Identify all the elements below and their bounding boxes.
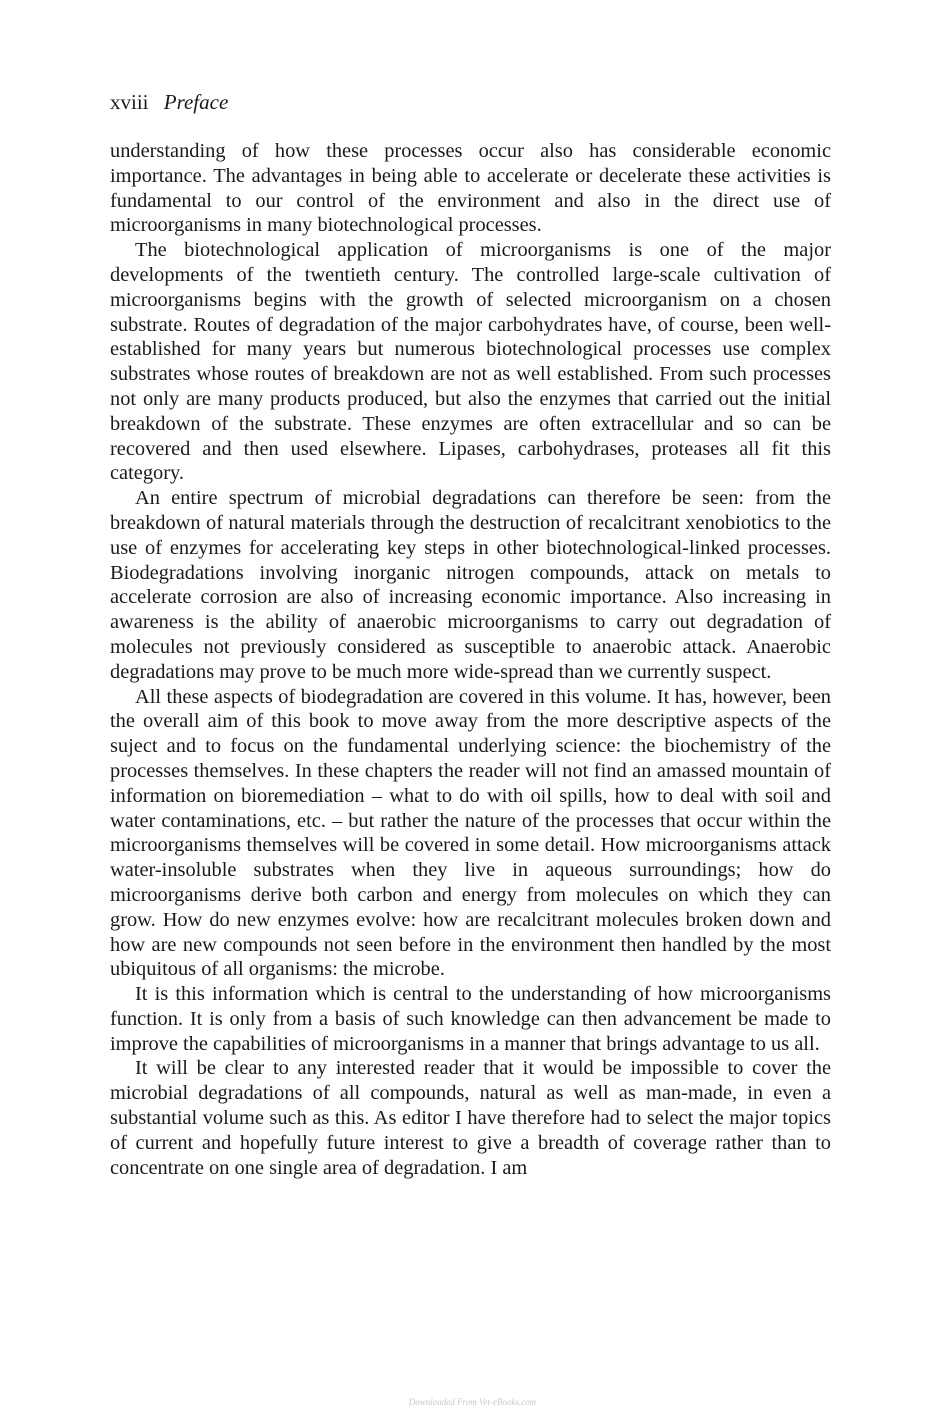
paragraph: It is this information which is central to the understanding of how microorganisms function. It is only from a basis of such knowledge can then advancement be made to improve the capabilities of microorganisms in a manner that brings advantage to us all. [110,983,831,1055]
paragraph: understanding of how these processes occur also has considerable economic importance. The advantages in being able to accelerate or decelerate these activities is fundamental to our control of the environment and also in the direct use of microorganisms in many biotechnological processes. [110,140,831,237]
running-header [110,88,228,116]
paragraph: The biotechnological application of microorganisms is one of the major developments of the twentieth century. The controlled large-scale cultivation of microorganisms begins with the growth of selected microorganism on a chosen substrate. Routes of degradation of the major carbohydrates have, of course, been well-established for many years but numerous biotechnological processes use complex substrates whose routes of breakdown are not as well established. From such processes not only are many products produced, but also the enzymes that carried out the initial breakdown of the substrate. These enzymes are often extracellular and so can be recovered and then used elsewhere. Lipases, carbohydrases, proteases all fit this category. [110,239,831,485]
paragraph: All these aspects of biodegradation are covered in this volume. It has, however, been the overall aim of this book to move away from the more descriptive aspects of the suject and to focus on the fundamental underlying science: the biochemistry of the processes themselves. In these chapters the reader will not find an amassed mountain of information on bioremediation – what to do with oil spills, how to deal with soil and water contaminations, etc. – but rather the nature of the processes that occur within the microorganisms themselves will be covered in some detail. How microorganisms attack water-insoluble substrates when they live in aqueous surroundings; how do microorganisms derive both carbon and energy from molecules on which they can grow. How do new enzymes evolve: how are recalcitrant molecules broken down and how are new compounds not seen before in the environment then handled by the most ubiquitous of all organisms: the microbe. [110,685,831,981]
running-title: Preface [163,90,229,114]
paragraph: An entire spectrum of microbial degradations can therefore be seen: from the breakdown of natural materials through the destruction of recalcitrant xenobiotics to the use of enzymes for accelerating key steps in other biotechnological-linked processes. Biodegradations involving inorganic nitrogen compounds, attack on metals to accelerate corrosion are also of increasing economic importance. Also increasing in awareness is the ability of anaerobic microorganisms to carry out degradation of molecules not previously considered as susceptible to anaerobic attack. Anaerobic degradations may prove to be much more wide-spread than we currently suspect. [110,487,831,683]
download-watermark: Downloaded From Vet-eBooks.com [408,1397,537,1407]
page-number: xviii [110,90,149,114]
paragraph: It will be clear to any interested reader that it would be impossible to cover the microbial degradations of all compounds, natural as well as man-made, in even a substantial volume such as this. As editor I have therefore had to select the major topics of current and hopefully future interest to give a breadth of coverage rather than to concentrate on one single area of degradation. I am [110,1057,831,1179]
body-text [110,139,831,1180]
